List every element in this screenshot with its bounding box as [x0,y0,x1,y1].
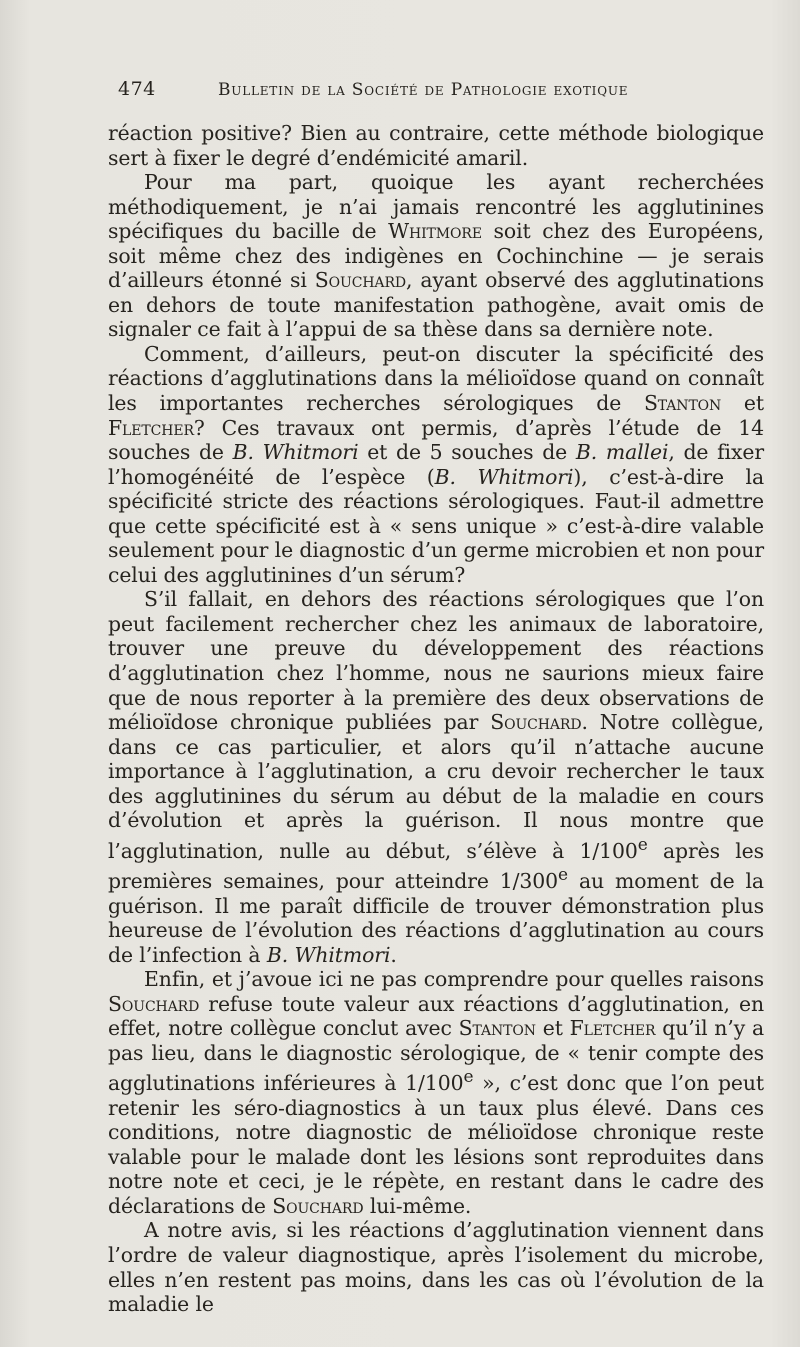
paragraph-continuation: réaction positive? Bien au contraire, cette méthode biologique sert à fixer le degré d’endémicité amaril. [108,121,764,170]
text-run: qu’il n’y a pas lieu, dans le diagnostic sérologique, de « tenir compte des agglutinations inférieures à 1/100 [108,1016,765,1096]
text-run: Enfin, et j’avoue ici ne pas comprendre pour quelles raisons [144,967,764,992]
author-name: Souchard [272,1193,364,1218]
text-run: , ayant observé des agglutinations en dehors de toute manifestation pathogène, avait omis de signaler ce fait à l’appui de sa thèse dans sa dernière note. [108,268,764,342]
text-run: et [721,391,764,416]
text-run: ), c’est-à-dire la spécificité stricte des réactions sérologiques. Faut-il admettre que cette spécificité est à « sens unique » c’est-à-dire valable seulement pour le diagnostic d’un germe microbien et non pour celui des agglutinines d’un sérum? [108,464,764,587]
text-run: S’il fallait, en dehors des réactions sérologiques que l’on peut facilement rechercher chez les animaux de laboratoire, trouver une preuve du développement des réactions d’agglutination chez l’homme, nous ne saurions mieux faire que de nous reporter à la première des deux observations de mélioïdose chronique publiées par [108,587,764,735]
text-run: », c’est donc que l’on peut retenir les séro-diagnostics à un taux plus élevé. Dans ces conditions, notre diagnostic de mélioïdose chronique reste valable pour le malade dont les lésions sont reproduites dans notre note et ceci, je le répète, en restant dans le cadre des déclarations de [108,1071,764,1218]
species-name: B. mallei [575,440,669,465]
author-name: Whitmore [388,219,482,244]
author-name: Fletcher [108,415,194,440]
paragraph-1 [108,170,764,342]
author-name: Souchard [314,268,407,293]
species-name: B. Whitmori [232,440,359,465]
text-run: refuse toute valeur aux réactions d’agglutination, en effet, notre collègue conclut avec [108,991,764,1041]
page-number: 474 [118,78,156,100]
journal-title: Bulletin de la Société de Pathologie exotique [218,80,629,100]
body-text [108,121,764,1317]
paragraph-5: A notre avis, si les réactions d’agglutination viennent dans l’ordre de valeur diagnostique, après l’isolement du microbe, elles n’en restent pas moins, dans les cas où l’évolution de la maladie le [108,1218,764,1317]
author-name: Fletcher [569,1016,656,1041]
text-run: au moment de la guérison. Il me paraît difficile de trouver démonstration plus heureuse de l’évolution des réactions d’agglutination au cours de l’infection à [108,869,764,967]
text-run: et de 5 souches de [358,440,576,465]
superscript: e [463,1067,474,1088]
paragraph-2 [108,342,764,587]
text-run: . Notre collègue, dans ce cas particulier, et alors qu’il n’attache aucune importance à l’agglutination, a cru devoir rechercher le taux des agglutinines du sérum au début de la maladie en cours d’évolution et après la guérison. Il nous montre que l’agglutination, nulle au début, s’élève à 1/100 [108,710,764,863]
text-run: . [390,942,397,967]
species-name: B. Whitmori [266,942,391,967]
author-name: Souchard [108,991,200,1016]
author-name: Souchard [490,710,582,735]
species-name: B. Whitmori [434,464,574,489]
superscript: e [637,834,648,855]
text-run: Pour ma part, quoique les ayant recherchées méthodiquement, je n’ai jamais rencontré les agglutinines spécifiques du bacille de [108,170,764,244]
text-run: ? Ces travaux ont permis, d’après l’étude de 14 souches de [108,415,764,465]
paragraph-3 [108,587,764,967]
text-run: soit chez des Européens, soit même chez des indigènes en Cochinchine — je serais d’ailleurs étonné si [108,219,764,293]
text-run: lui-même. [363,1193,472,1218]
author-name: Stanton [643,391,722,416]
paragraph-4 [108,967,764,1218]
text-run: et [535,1016,570,1041]
author-name: Stanton [458,1016,536,1041]
text-run: , de fixer l’homogénéité de l’espèce ( [108,440,764,489]
running-head [118,78,678,102]
superscript: e [558,865,568,886]
text-run: après les premières semaines, pour atteindre 1/300 [108,838,764,893]
text-run: Comment, d’ailleurs, peut-on discuter la spécificité des réactions d’agglutinations dans la mélioïdose quand on connaît les importantes recherches sérologiques de [108,341,764,416]
